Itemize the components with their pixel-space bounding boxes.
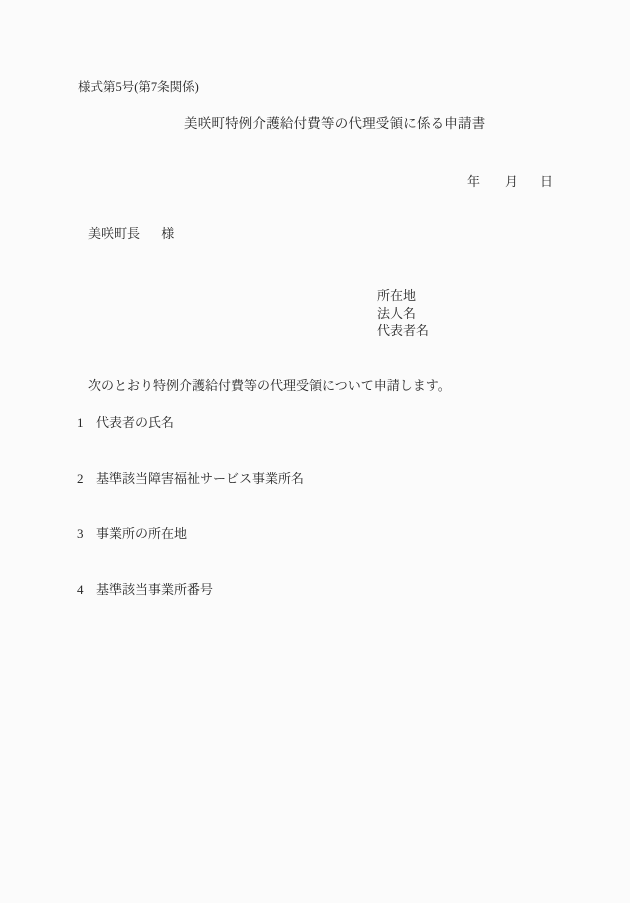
sender-representative-label: 代表者名 [377, 323, 430, 338]
list-item [77, 472, 304, 485]
date-day-label: 日 [540, 174, 554, 189]
date-month-label: 月 [505, 174, 519, 189]
item-label: 代表者の氏名 [96, 415, 175, 430]
item-number: 1 [77, 415, 84, 430]
item-number: 2 [77, 471, 84, 486]
item-label: 基準該当事業所番号 [96, 582, 214, 597]
form-number: 様式第5号(第7条関係) [78, 80, 199, 94]
sender-location-label: 所在地 [377, 288, 417, 303]
date-year-label: 年 [467, 174, 481, 189]
item-label: 基準該当障害福祉サービス事業所名 [96, 471, 305, 486]
item-number: 4 [77, 582, 84, 597]
list-item [77, 416, 174, 429]
addressee-honorific: 様 [161, 226, 175, 241]
list-item [77, 583, 213, 596]
sender-corporation-label: 法人名 [377, 305, 417, 321]
body-text: 次のとおり特例介護給付費等の代理受領について申請します。 [88, 378, 451, 393]
list-item [77, 527, 187, 540]
sender-block [377, 287, 429, 340]
item-number: 3 [77, 526, 84, 541]
item-label: 事業所の所在地 [96, 526, 188, 541]
addressee-line [88, 227, 174, 240]
addressee-name: 美咲町長 [88, 226, 141, 241]
date-line [467, 175, 553, 188]
page-title: 美咲町特例介護給付費等の代理受領に係る申請書 [184, 116, 486, 131]
